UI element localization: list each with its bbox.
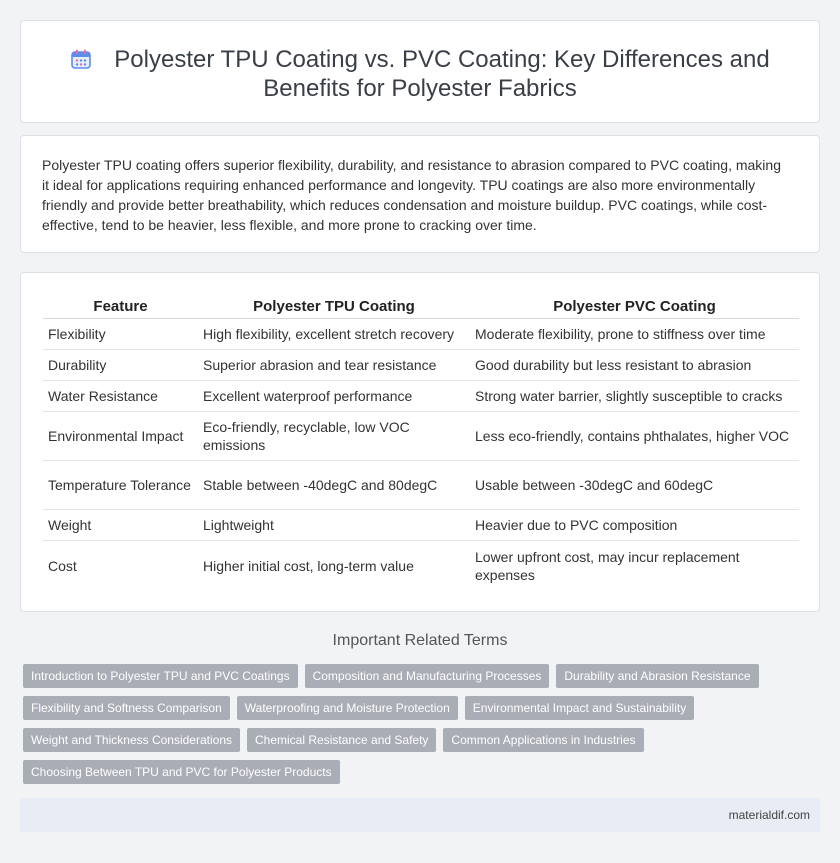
feature-cell: Cost [48, 557, 77, 574]
footer-bar [20, 798, 820, 832]
column-header-pvc: Polyester PVC Coating [470, 295, 799, 319]
feature-cell: Weight [43, 510, 198, 541]
tpu-cell: Superior abrasion and tear resistance [198, 350, 470, 381]
comparison-table [43, 295, 799, 590]
table-row [43, 412, 799, 461]
table-row [43, 541, 799, 590]
tpu-cell: Excellent waterproof performance [198, 381, 470, 412]
tpu-cell: Lightweight [198, 510, 470, 541]
pvc-cell: Strong water barrier, slightly susceptible to cracks [470, 381, 799, 412]
related-term-tag[interactable]: Introduction to Polyester TPU and PVC Coatings [23, 664, 298, 688]
feature-cell: Water Resistance [43, 381, 198, 412]
table-row [43, 350, 799, 381]
pvc-cell: Heavier due to PVC composition [470, 510, 799, 541]
footer-site-link[interactable]: materialdif.com [728, 808, 810, 822]
related-term-tag[interactable]: Composition and Manufacturing Processes [305, 664, 550, 688]
feature-cell: Durability [43, 350, 198, 381]
table-row [43, 319, 799, 350]
related-term-tag[interactable]: Waterproofing and Moisture Protection [237, 696, 458, 720]
column-header-tpu: Polyester TPU Coating [198, 295, 470, 319]
table-row [43, 461, 799, 510]
table-row [43, 510, 799, 541]
page-title: Polyester TPU Coating vs. PVC Coating: Key Differences and Benefits for Polyester Fabrics [114, 46, 770, 102]
column-header-feature: Feature [43, 295, 198, 319]
related-term-tag[interactable]: Weight and Thickness Considerations [23, 728, 240, 752]
related-term-tag[interactable]: Chemical Resistance and Safety [247, 728, 436, 752]
related-terms-list [23, 664, 783, 784]
page-title-wrap [21, 45, 819, 103]
feature-cell: Temperature Tolerance [43, 461, 198, 510]
pvc-cell: Moderate flexibility, prone to stiffness over time [470, 319, 799, 350]
table-row [43, 381, 799, 412]
related-term-tag[interactable]: Durability and Abrasion Resistance [556, 664, 758, 688]
related-term-tag[interactable]: Common Applications in Industries [443, 728, 643, 752]
related-term-tag[interactable]: Flexibility and Softness Comparison [23, 696, 230, 720]
intro-paragraph: Polyester TPU coating offers superior flexibility, durability, and resistance to abrasion compared to PVC coating, making it ideal for applications requiring enhanced performance and longevity. TPU coatings are also more environmentally friendly and provide better breathability, which reduces condensation and moisture buildup. PVC coatings, while cost-effective, tend to be heavier, less flexible, and more prone to cracking over time. [42, 157, 781, 233]
related-term-tag[interactable]: Choosing Between TPU and PVC for Polyester Products [23, 760, 340, 784]
pvc-cell: Usable between -30degC and 60degC [470, 461, 799, 510]
intro-card [20, 135, 820, 253]
pvc-cell: Lower upfront cost, may incur replacement expenses [475, 548, 740, 583]
title-card [20, 20, 820, 123]
tpu-cell: Eco-friendly, recyclable, low VOC emissions [198, 412, 470, 461]
calendar-icon [70, 48, 92, 70]
tpu-cell: Stable between -40degC and 80degC [198, 461, 470, 510]
related-term-tag[interactable]: Environmental Impact and Sustainability [465, 696, 694, 720]
feature-cell: Flexibility [43, 319, 198, 350]
pvc-cell: Good durability but less resistant to abrasion [470, 350, 799, 381]
comparison-table-card [20, 272, 820, 612]
table-header-row [43, 295, 799, 319]
related-terms-heading: Important Related Terms [332, 632, 508, 649]
tpu-cell: High flexibility, excellent stretch recovery [198, 319, 470, 350]
tpu-cell: Higher initial cost, long-term value [203, 557, 414, 574]
feature-cell: Environmental Impact [43, 412, 198, 461]
pvc-cell: Less eco-friendly, contains phthalates, higher VOC [470, 412, 799, 461]
